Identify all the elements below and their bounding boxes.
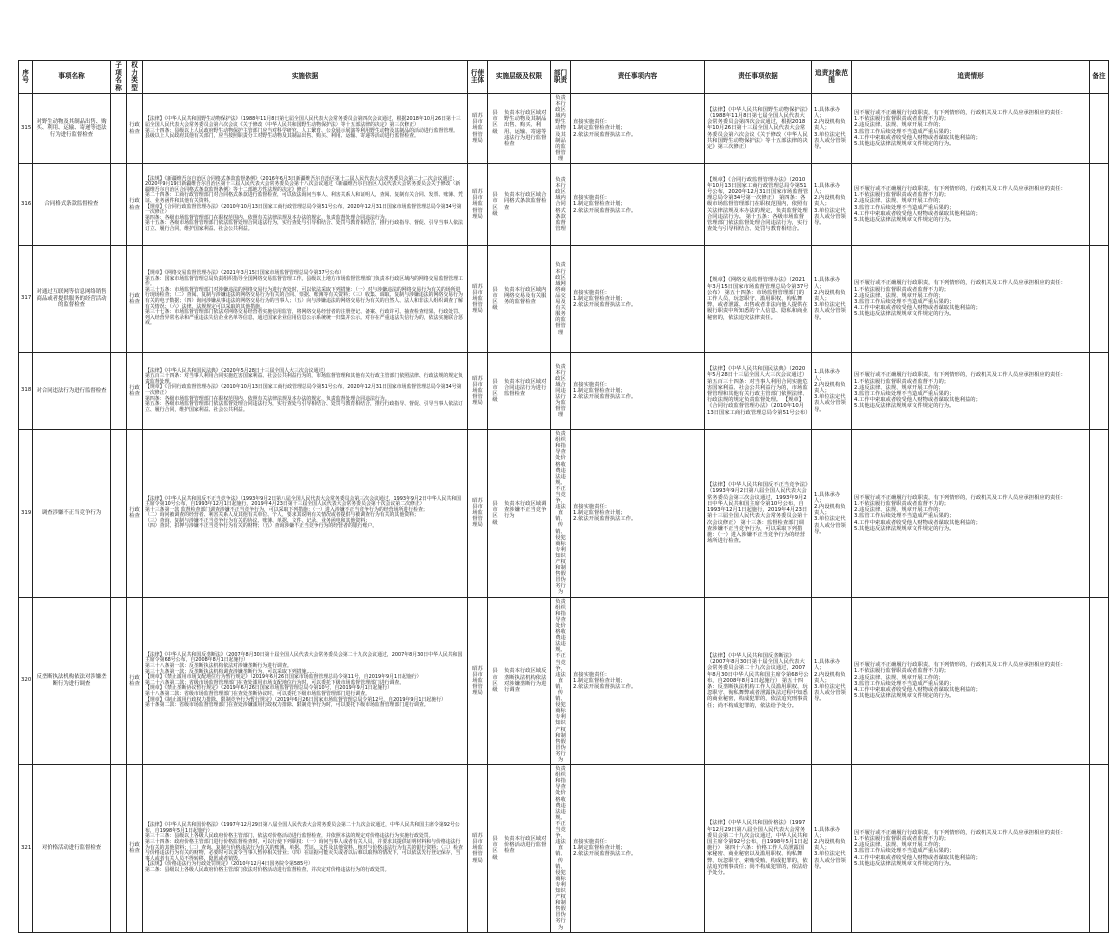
row-power-type: 行政检查	[127, 430, 143, 598]
basis-paragraph: 第三十四条：县级以上人民政府野生动物保护主管部门应当对科学研究、人工繁育、公众展示展演等利用野生动物及其制品的活动进行监督管理。	[145, 127, 459, 134]
resp-line: 1.制定监督检查计划；	[573, 295, 626, 302]
row-subject: 昭苏县市场监督管理局	[468, 353, 488, 430]
situation-line: 4.工作中索取或者收受他人财物或者谋取其他利益的；	[854, 305, 981, 312]
row-basis	[143, 765, 468, 933]
target-line: 2.内设机构负责人；	[814, 839, 846, 852]
situation-line: 1.不依法履行监督职责或者监督不力的；	[854, 192, 950, 199]
row-target	[812, 164, 852, 246]
basis-paragraph: 第十五条：各级市场监督管理部门依法监督处理合同违法行为，实行查处与引导相结合、处罚与教育相结合，推行行政指导、督促、引导当事人依法订立、履行合同，维护国家利益、社会公共利益。	[145, 220, 463, 232]
target-line: 3.单位法定代表人或分管领导。	[814, 851, 846, 870]
table-row	[19, 430, 1109, 598]
row-situation	[852, 353, 1090, 430]
basis-paragraph: 第十三条第一款 监督检查部门调查涉嫌不正当竞争行为，可以采取下列措施：（一）进入涉嫌不正当竞争行为的经营场所进行检查；	[145, 506, 428, 513]
row-level	[488, 765, 551, 933]
table-row	[19, 765, 1109, 933]
row-seq: 318	[19, 353, 33, 430]
level-description: 负责本行政区域对价格活动进行监督检查	[504, 835, 547, 855]
row-resp-content	[571, 597, 705, 765]
row-level	[488, 164, 551, 246]
row-seq: 319	[19, 430, 33, 598]
situation-line: 因不履行或不正确履行行政职责，有下列情形的，行政机关及工作人员应承担相应的责任：	[854, 829, 1066, 836]
situation-line: 5.其他违反法律法规规章文件规定的行为。	[854, 403, 955, 410]
situation-line: 4.工作中索取或者收受他人财物或者谋取其他利益的；	[854, 519, 981, 526]
row-seq: 320	[19, 597, 33, 765]
row-note	[1090, 597, 1109, 765]
situation-line: 1.不依法履行监督职责或者监督不力的；	[854, 835, 950, 842]
situation-line: 3.监管工作后续处理不当造成严重后果的；	[854, 391, 955, 398]
basis-paragraph: 【法规】《新疆维吾尔自治区合同格式条款监督条例》（2016年6月3日新疆维吾尔自治区第十二届人民代表大会常务委员会第二十二次会议通过；2020年9月19日新疆维吾尔自治区第十三届人民代表大会常务委员会第十八次会议通过《新疆维吾尔自治区人民代表大会常务委员会关于修改〈新疆维吾尔自治区合同格式条款监督条例〉等十二部地方性法规的决定》修正）	[145, 175, 461, 193]
row-situation	[852, 246, 1090, 353]
basis-paragraph: 第四条：各级市场监督管理部门在职权范围内，依照有关法律法规及本办法的规定，负责监督处理合同违法行为。	[145, 214, 390, 221]
row-basis	[143, 430, 468, 598]
situation-line: 2.违反法律、法规、规章开展工作的；	[854, 122, 944, 129]
row-subject: 昭苏县市场监督管理局	[468, 597, 488, 765]
situation-line: 因不履行或不正确履行行政职责，有下列情形的，行政机关及工作人员应承担相应的责任：	[854, 494, 1066, 501]
resp-line: 直接实施责任：	[573, 119, 611, 126]
basis-paragraph: 第五百三十四条：对当事人利用合同实施危害国家利益、社会公共利益行为的，市场监督管理和其他有关行政主管部门依照法律、行政法规的规定负责监督处理。	[145, 373, 463, 385]
row-power-type: 行政检查	[127, 164, 143, 246]
row-resp-basis: 【法律】《中华人民共和国反垄断法》（2007年8月30日第十届全国人民代表大会常务委员会第二十九次会议通过，2007年8月30日中华人民共和国主席令第68号公布，自2008年8月1日起施行） 第五十四条：反垄断执法机构工作人员滥用职权、玩忽职守、徇私舞弊或者泄露执法过程中知悉的商业秘密，构成犯罪的，依法追究刑事责任；尚不构成犯罪的，依法给予处分。	[705, 597, 812, 765]
header-situation: 追责情形	[852, 61, 1090, 94]
basis-paragraph: 第二十四条：工商行政管理部门对合同格式条款进行监督检查，可以依法询问当事人、利害关系人和证明人，查阅、复制有关合同、发票、账簿、凭证、业务函件和其他有关资料。	[145, 192, 463, 204]
row-item-name: 合同格式条款监督检查	[33, 164, 111, 246]
row-sub-item	[111, 430, 127, 598]
resp-line: 直接实施责任：	[573, 839, 611, 846]
situation-line: 4.工作中索取或者收受他人财物或者谋取其他利益的；	[854, 854, 981, 861]
resp-line: 直接实施责任：	[573, 503, 611, 510]
row-resp-content	[571, 765, 705, 933]
level-tier: 县市区级	[492, 286, 498, 312]
resp-line: 直接实施责任：	[573, 195, 611, 202]
header-sub: 子项名称	[111, 61, 127, 94]
situation-line: 2.违反法律、法规、规章开展工作的；	[854, 384, 944, 391]
header-subject: 行使主体	[468, 61, 488, 94]
basis-paragraph: 第三十九条第一款：反垄断执法机构调查涉嫌垄断行为，可以采取下列措施……	[145, 668, 317, 675]
basis-paragraph: 【规章】《合同行政监督管理办法》（2010年10月13日国家工商行政管理总局令第51号公布，2020年12月31日国家市场监督管理总局令第34号第一次修正）	[145, 203, 462, 216]
target-line: 2.内设机构负责人；	[814, 195, 846, 208]
situation-line: 因不履行或不正确履行行政职责，有下列情形的，行政机关及工作人员应承担相应的责任：	[854, 280, 1066, 287]
situation-line: 5.其他违反法律法规规章文件规定的行为。	[854, 693, 955, 700]
situation-line: 3.监管工作后续处理不当造成严重后果的；	[854, 680, 955, 687]
situation-line: 2.违反法律、法规、规章开展工作的；	[854, 198, 944, 205]
situation-line: 5.其他违反法律法规规章文件规定的行为。	[854, 216, 955, 223]
table-row	[19, 353, 1109, 430]
situation-line: 4.工作中索取或者收受他人财物或者谋取其他利益的；	[854, 134, 981, 141]
target-line: 2.内设机构负责人；	[814, 289, 846, 302]
header-seq: 序号	[19, 61, 33, 94]
table-row	[19, 597, 1109, 765]
row-target	[812, 353, 852, 430]
situation-line: 4.工作中索取或者收受他人财物或者谋取其他利益的；	[854, 687, 981, 694]
row-level	[488, 246, 551, 353]
basis-paragraph: 第四条：各级市场监督管理部门在职权范围内，依照有关法律法规及本办法的规定，负责监督处理合同违法行为。	[145, 395, 390, 402]
row-item-name: 反垄断执法机构依法对涉嫌垄断行为进行调查	[33, 597, 111, 765]
row-dept-duty: 负责本行政区域网络商品交易及有关服务的监督管理	[551, 246, 571, 353]
situation-line: 2.违反法律、法规、规章开展工作的；	[854, 842, 944, 849]
situation-line: 1.不依法履行监督职责或者监督不力的；	[854, 286, 950, 293]
target-line: 1.具体承办人；	[814, 106, 841, 119]
row-item-name: 对野生动物及其制品出售、购买、利用、运输、寄递等违法行为进行监督检查	[33, 94, 111, 164]
situation-line: 2.违反法律、法规、规章开展工作的；	[854, 507, 944, 514]
row-target	[812, 765, 852, 933]
row-subject: 昭苏县市场监督管理局	[468, 765, 488, 933]
row-subject: 昭苏县市场监督管理局	[468, 94, 488, 164]
row-level	[488, 597, 551, 765]
row-resp-content	[571, 94, 705, 164]
row-resp-basis: 【规章】《网络交易监督管理办法》（2021年3月15日国家市场监督管理总局令第37号公布） 第五十四条：市场监督管理部门的工作人员，玩忽职守、滥用职权、徇私舞弊，或者泄露、出售或者非法向他人提供在履行职责中所知悉的个人信息、隐私和商业秘密的，依法追究法律责任。	[705, 246, 812, 353]
row-item-name: 调查涉嫌不正当竞争行为	[33, 430, 111, 598]
level-description: 负责本行政区域调查涉嫌不正当竞争行为	[504, 500, 547, 520]
basis-paragraph: 【法律】《中华人民共和国反不正当竞争法》（1993年9月2日第八届全国人民代表大会常务委员会第三次会议通过，1993年9月2日中华人民共和国主席令第10号公布，自1993年12月1日起施行，2019年4月23日第十三届全国人民代表大会常务委员会第十次会议第二次修正）	[145, 495, 462, 508]
basis-paragraph: 【法律】《中华人民共和国野生动物保护法》（1988年11月8日第七届全国人民代表大会常务委员会第四次会议通过，根据2018年10月26日第十三届全国人民代表大会常务委员会第六次会议《关于修改〈中华人民共和国野生动物保护法〉等十五部法律的决定》第三次修正）	[145, 116, 461, 128]
row-seq: 315	[19, 94, 33, 164]
basis-paragraph: 第三十五条：市场监督管理部门对涉嫌违法的网络交易行为进行查处时，可以依法采取下列措施：（一）对与涉嫌违法的网络交易行为有关的场所进行现场检查；（二）查阅、复制与涉嫌违法的网络交易行为有关的合同、票据、账簿等有关资料；（三）收集、调取、复制与涉嫌违法的网络交易行为有关的电子数据；（四）询问涉嫌从事违法的网络交易行为的当事人；（五）向与涉嫌违法的网络交易行为有关的自然人、法人和非法人组织调查了解有关情况；（六）法律、法规规定可以采取的其他措施。	[145, 286, 463, 310]
situation-line: 4.工作中索取或者收受他人财物或者谋取其他利益的；	[854, 210, 981, 217]
target-line: 3.单位法定代表人或分管领导。	[814, 207, 846, 227]
table-header-row	[19, 61, 1109, 94]
target-line: 3.单位法定代表人或分管领导。	[814, 683, 846, 703]
basis-paragraph: 【法律】《中华人民共和国民法典》（2020年5月28日十三届全国人大三次会议通过）	[145, 367, 329, 374]
row-seq: 317	[19, 246, 33, 353]
row-level	[488, 430, 551, 598]
row-resp-basis: 【法律】《中华人民共和国反不正当竞争法》（1993年9月2日第八届全国人民代表大会常务委员会第三次会议通过，1993年9月2日中华人民共和国主席令第10号公布，自1993年12月1日起施行，2019年4月23日第十三届全国人民代表大会常务委员会第十次会议修正） 第十三条：监督检查部门调查涉嫌不正当竞争行为，可以采取下列措施：（一）进入涉嫌不正当竞争行为的经营场所进行检查。	[705, 430, 812, 598]
resp-line: 1.制定监督检查计划；	[573, 510, 626, 517]
row-level	[488, 94, 551, 164]
row-note	[1090, 246, 1109, 353]
row-seq: 316	[19, 164, 33, 246]
row-resp-content	[571, 164, 705, 246]
situation-line: 因不履行或不正确履行行政职责，有下列情形的，行政机关及工作人员应承担相应的责任：	[854, 185, 1066, 192]
level-tier: 县市区级	[492, 668, 498, 694]
row-target	[812, 246, 852, 353]
basis-paragraph: 第十八条第二款：省级市场监督管理部门在查处垄断协议时，可以委托下级市场监督管理部门进行调查。	[145, 691, 370, 698]
target-line: 1.具体承办人；	[814, 826, 841, 839]
basis-paragraph: 第十条第二款：省级市场监督管理部门在查处涉嫌滥用行政权力排除、限制竞争行为时，可以委托下级市场监督管理部门进行调查。	[145, 702, 429, 709]
situation-line: 1.不依法履行监督职责或者监督不力的；	[854, 668, 950, 675]
row-sub-item	[111, 765, 127, 933]
basis-paragraph: 第五条：各级市场监督管理部门依法监督处理合同违法行为，实行查处与引导相结合、处罚与教育相结合，推行行政指导、督促、引导当事人依法订立、履行合同，维护国家利益、社会公共利益。	[145, 401, 463, 413]
row-note	[1090, 164, 1109, 246]
level-tier: 县市区级	[492, 109, 498, 135]
header-name: 事项名称	[33, 61, 111, 94]
row-situation	[852, 94, 1090, 164]
target-line: 1.具体承办人；	[814, 491, 841, 504]
basis-paragraph: 【规章】《制止滥用行政权力排除、限制竞争行为暂行规定》（2019年6月26日国家市场监督管理总局令第12号，自2019年9月1日起施行）	[145, 696, 446, 703]
row-item-name: 对通过互联网等信息网络销售商品或者提供服务的经营活动的监督检查	[33, 246, 111, 353]
target-line: 1.具体承办人；	[814, 369, 841, 382]
situation-line: 1.不依法履行监督职责或者监督不力的；	[854, 378, 950, 385]
resp-line: 1.制定监督检查计划；	[573, 845, 626, 852]
level-description: 负责本行政区域反垄断执法机构依法对涉嫌垄断行为进行调查	[504, 668, 547, 694]
row-subject: 昭苏县市场监督管理局	[468, 430, 488, 598]
basis-paragraph: 【法律】《中华人民共和国价格法》（1997年12月29日第八届全国人民代表大会常务委员会第二十九次会议通过，中华人民共和国主席令第92号公布，自1998年5月1日起施行）	[145, 822, 460, 834]
row-basis	[143, 353, 468, 430]
basis-paragraph: 【规章】《网络交易监督管理办法》（2021年3月15日国家市场监督管理总局令第37号公布）	[145, 270, 345, 277]
basis-paragraph: 第三十七条：市场监督管理部门依法对网络交易经营者实施信用监管，将网络交易经营者的注册登记、备案、行政许可、抽查检查结果、行政处罚、列入经营异常名录和严重违法失信企业名单等信息，通过国家企业信用信息公示系统统一归集并公示。对存在严重违法失信行为的，依法实施联合惩戒。	[145, 309, 463, 327]
resp-line: 2.依法开展监督执法工作。	[573, 394, 637, 401]
target-line: 1.具体承办人；	[814, 182, 841, 196]
row-subject: 昭苏县市场监督管理局	[468, 246, 488, 353]
row-sub-item	[111, 94, 127, 164]
level-description: 负责本行政区域对野生动物及其制品出售、购买、利用、运输、寄递等违法行为进行监督检查	[504, 109, 547, 147]
row-situation	[852, 597, 1090, 765]
level-description: 负责本行政区域内网络交易及有关服务的监督检查	[504, 286, 547, 306]
row-resp-basis: 【规章】《合同行政监督管理办法》（2010年10月13日国家工商行政管理总局令第51号公布，2020年12月31日国家市场监督管理总局令第34号第一次修正） 第四条：各级市场监督管理部门在职权范围内，依照有关法律法规及本办法的规定，负责监督处理合同违法行为。 第十五条：各级市场监督管理部门依法监督处理合同违法行为，实行查处与引导相结合、处罚与教育相结合。	[705, 164, 812, 246]
basis-paragraph: 【规章】《禁止滥用市场支配地位行为暂行规定》（2019年6月26日国家市场监督管理总局令第11号，自2019年9月1日起施行）	[145, 674, 422, 681]
header-resp: 责任事项内容	[571, 61, 705, 94]
situation-line: 3.监管工作后续处理不当造成严重后果的；	[854, 128, 955, 135]
table-row	[19, 164, 1109, 246]
row-basis	[143, 246, 468, 353]
row-basis	[143, 597, 468, 765]
row-dept-duty: 负责组织和指导查处价格收费违法违规、不正当竞争、违法直销、传销、侵犯商标专利知识产权和制售假冒伪劣行为	[551, 430, 571, 598]
resp-line: 1.制定监督检查计划；	[573, 125, 626, 132]
header-dept: 部门职责	[551, 61, 571, 94]
row-situation	[852, 430, 1090, 598]
situation-line: 5.其他违反法律法规规章文件规定的行为。	[854, 860, 955, 867]
target-line: 1.具体承办人；	[814, 277, 841, 290]
row-note	[1090, 94, 1109, 164]
resp-line: 直接实施责任：	[573, 381, 611, 388]
row-situation	[852, 765, 1090, 933]
row-resp-content	[571, 246, 705, 353]
situation-line: 5.其他违反法律法规规章文件规定的行为。	[854, 311, 955, 318]
row-power-type: 行政检查	[127, 246, 143, 353]
row-item-name: 对价格活动进行监督检查	[33, 765, 111, 933]
target-line: 2.内设机构负责人；	[814, 503, 846, 517]
row-sub-item	[111, 246, 127, 353]
row-dept-duty: 负责组织和指导查处价格收费违法违规、不正当竞争、违法直销、传销、侵犯商标专利知识产权和制售假冒伪劣行为	[551, 597, 571, 765]
level-tier: 县市区级	[492, 500, 498, 526]
situation-line: 4.工作中索取或者收受他人财物或者谋取其他利益的；	[854, 397, 981, 404]
basis-paragraph: 第二十六条第二款：省级市场监督管理部门在查处滥用市场支配地位行为时，可以委托下级市场监督管理部门进行调查。	[145, 679, 405, 686]
level-description: 负责本行政区域对合同违法行为进行监督检查	[504, 378, 547, 398]
row-dept-duty: 负责本行政区域合同违法行为监督管理	[551, 353, 571, 430]
situation-line: 3.监管工作后续处理不当造成严重后果的；	[854, 299, 955, 306]
situation-line: 5.其他违反法律法规规章文件规定的行为。	[854, 140, 955, 147]
power-list-table	[18, 60, 1109, 933]
row-note	[1090, 353, 1109, 430]
row-basis	[143, 164, 468, 246]
target-line: 3.单位法定代表人或分管领导。	[814, 516, 846, 535]
row-resp-content	[571, 430, 705, 598]
target-line: 3.单位法定代表人或分管领导。	[814, 302, 846, 321]
row-resp-content	[571, 353, 705, 430]
basis-paragraph: （二）询问被调查的经营者、利害关系人及其他有关单位、个人，要求其说明有关情况或者提供与被调查行为有关的其他资料；	[145, 512, 419, 519]
target-line: 3.单位法定代表人或分管领导。	[814, 394, 846, 413]
target-line: 2.内设机构负责人；	[814, 671, 846, 684]
basis-paragraph: 【法律】《中华人民共和国反垄断法》（2007年8月30日第十届全国人民代表大会常务委员会第二十九次会议通过，2007年8月30日中华人民共和国主席令第68号公布，自2008年8月1日起施行）	[145, 651, 463, 664]
basis-paragraph: 第五条：国家市场监督管理总局负责组织指导全国网络交易监督管理工作。县级以上地方市场监督管理部门负责本行政区域内的网络交易监督管理工作。	[145, 275, 463, 288]
target-line: 1.具体承办人；	[814, 659, 841, 672]
basis-paragraph: 第三十四条：政府价格主管部门进行价格监督检查时，可以行使下列职权：（一）询问当事人或者有关人员，并要求其提供证明材料和与价格违法行为有关的其他资料；（二）查询、复制与价格违法行为有关的账簿、单据、凭证、文件及其他资料，核对与价格违法行为有关的银行资料；（三）检查与价格违法行为有关的财物，必要时可以责令当事人暂停相关营业；（四）在证据可能灭失或者以后难以取得的情况下，可以依法先行登记保存，当事人或者有关人员不得转移、隐匿或者销毁。	[145, 838, 463, 862]
resp-line: 1.制定监督检查计划；	[573, 677, 626, 684]
resp-line: 2.依法开展监督执法工作。	[573, 207, 637, 214]
responsibility-list-page	[18, 60, 1108, 933]
situation-line: 3.监管工作后续处理不当造成严重后果的；	[854, 204, 955, 211]
basis-paragraph: （三）查询、复制与涉嫌不正当竞争行为有关的协议、账簿、单据、文件、记录、业务函电和其他资料；	[145, 517, 370, 524]
row-sub-item	[111, 164, 127, 246]
row-note	[1090, 430, 1109, 598]
level-tier: 县市区级	[492, 192, 498, 217]
row-basis	[143, 94, 468, 164]
row-power-type: 行政检查	[127, 353, 143, 430]
row-subject: 昭苏县市场监督管理局	[468, 164, 488, 246]
row-dept-duty: 负责本行政区域内野生动物及其制品的监督管理	[551, 94, 571, 164]
level-description: 负责本行政区域合同格式条款监督检查	[504, 192, 547, 211]
row-target	[812, 597, 852, 765]
header-note: 备注	[1090, 61, 1109, 94]
situation-line: 5.其他违反法律法规规章文件规定的行为。	[854, 525, 955, 532]
row-sub-item	[111, 353, 127, 430]
row-resp-basis: 【法律】《中华人民共和国民法典》（2020年5月28日十三届全国人大三次会议通过） 第五百三十四条：对当事人利用合同实施危害国家利益、社会公共利益行为的，市场监督管理和其他有关行政主管部门依照法律、行政法规的规定负责监督处理。 【规章】《合同行政监督管理办法》（2010年10月13日国家工商行政管理总局令第51号公布）	[705, 353, 812, 430]
header-basis: 实施依据	[143, 61, 468, 94]
table-body	[19, 94, 1109, 933]
resp-line: 2.依法开展监督执法工作。	[573, 851, 637, 858]
situation-line: 1.不依法履行监督职责或者监督不力的；	[854, 500, 950, 507]
row-situation	[852, 164, 1090, 246]
resp-line: 1.制定监督检查计划；	[573, 387, 626, 394]
row-sub-item	[111, 597, 127, 765]
situation-line: 3.监管工作后续处理不当造成严重后果的；	[854, 513, 955, 520]
row-note	[1090, 765, 1109, 933]
level-tier: 县市区级	[492, 378, 498, 404]
table-row	[19, 246, 1109, 353]
situation-line: 因不履行或不正确履行行政职责，有下列情形的，行政机关及工作人员应承担相应的责任：	[854, 662, 1066, 669]
header-type: 权力类型	[127, 61, 143, 94]
level-tier: 县市区级	[492, 835, 498, 861]
header-target: 追责对象范围	[812, 61, 852, 94]
situation-line: 1.不依法履行监督职责或者监督不力的；	[854, 116, 950, 123]
table-row	[19, 94, 1109, 164]
target-line: 2.内设机构负责人；	[814, 381, 846, 394]
row-seq: 321	[19, 765, 33, 933]
target-line: 2.内设机构负责人；	[814, 119, 846, 132]
basis-paragraph: 第二条：县级以上各级人民政府价格主管部门依法对价格活动进行监督检查，并决定对价格违法行为的行政处罚。	[145, 866, 390, 873]
row-level	[488, 353, 551, 430]
row-dept-duty: 负责组织和指导查处价格收费违法违规、不正当竞争、违法直销、传销、侵犯商标专利知识产权和制售假冒伪劣行为	[551, 765, 571, 933]
resp-line: 2.依法开展监督执法工作。	[573, 131, 637, 138]
basis-paragraph: （四）查封、扣押与涉嫌不正当竞争行为有关的财物；（五）查询涉嫌不正当竞争行为的经营者的银行账户。	[145, 523, 378, 530]
row-target	[812, 94, 852, 164]
target-line: 3.单位法定代表人或分管领导。	[814, 131, 846, 151]
row-item-name: 对合同违法行为进行监督检查	[33, 353, 111, 430]
situation-line: 因不履行或不正确履行行政职责，有下列情形的，行政机关及工作人员应承担相应的责任：	[854, 372, 1066, 379]
situation-line: 2.违反法律、法规、规章开展工作的；	[854, 674, 944, 681]
basis-paragraph: 【规章】《禁止垄断协议暂行规定》（2019年6月26日国家市场监督管理总局令第10号，自2019年9月1日起施行）	[145, 685, 393, 692]
row-power-type: 行政检查	[127, 94, 143, 164]
basis-paragraph: 【法规】《价格违法行为行政处罚规定》（2010年12月4日国务院令第585号）	[145, 861, 314, 868]
basis-paragraph: 【规章】《合同行政监督管理办法》（2010年10月13日国家工商行政管理总局令第51号公布，2020年12月31日国家市场监督管理总局令第34号第一次修正）	[145, 384, 462, 397]
row-power-type: 行政检查	[127, 765, 143, 933]
row-target	[812, 430, 852, 598]
resp-line: 2.依法开展监督执法工作。	[573, 683, 637, 690]
header-resp-basis: 责任事项依据	[705, 61, 812, 94]
header-level: 实施层级及权限	[488, 61, 551, 94]
row-power-type: 行政检查	[127, 597, 143, 765]
situation-line: 2.违反法律、法规、规章开展工作的；	[854, 292, 944, 299]
basis-paragraph: 第三十八条第一款：反垄断执法机构依法对涉嫌垄断行为进行调查。	[145, 663, 292, 670]
resp-line: 直接实施责任：	[573, 671, 611, 678]
resp-line: 1.制定监督检查计划；	[573, 201, 626, 208]
resp-line: 直接实施责任：	[573, 289, 611, 296]
situation-line: 3.监管工作后续处理不当造成严重后果的；	[854, 848, 955, 855]
basis-paragraph: 第三十三条：县级以上各级人民政府价格主管部门，依法对价格活动进行监督检查，并依照本法的规定对价格违法行为实施行政处罚。	[145, 833, 434, 840]
row-resp-basis: 【法律】《中华人民共和国价格法》（1997年12月29日第八届全国人民代表大会常务委员会第二十九次会议通过，中华人民共和国主席令第92号公布，自1998年5月1日起施行） 第四十六条：价格工作人员泄露国家秘密、商业秘密以及滥用职权、徇私舞弊、玩忽职守、索贿受贿，构成犯罪的，依法追究刑事责任；尚不构成犯罪的，依法给予处分。	[705, 765, 812, 933]
situation-line: 因不履行或不正确履行行政职责，有下列情形的，行政机关及工作人员应承担相应的责任：	[854, 109, 1066, 116]
row-resp-basis: 【法律】《中华人民共和国野生动物保护法》（1988年11月8日第七届全国人民代表大会常务委员会第四次会议通过，根据2018年10月26日第十三届全国人民代表大会常务委员会第六次会议《关于修改〈中华人民共和国野生动物保护法〉等十五部法律的决定》第三次修正）	[705, 94, 812, 164]
basis-paragraph: 县级以上人民政府其他有关部门，应当按照职责分工对野生动物及其制品出售、购买、利用、运输、寄递等活动进行监督检查。	[145, 133, 419, 140]
resp-line: 2.依法开展监督执法工作。	[573, 516, 637, 523]
row-dept-duty: 负责本行政区域内合同格式条款监督管理	[551, 164, 571, 246]
resp-line: 2.依法开展监督执法工作。	[573, 302, 637, 309]
